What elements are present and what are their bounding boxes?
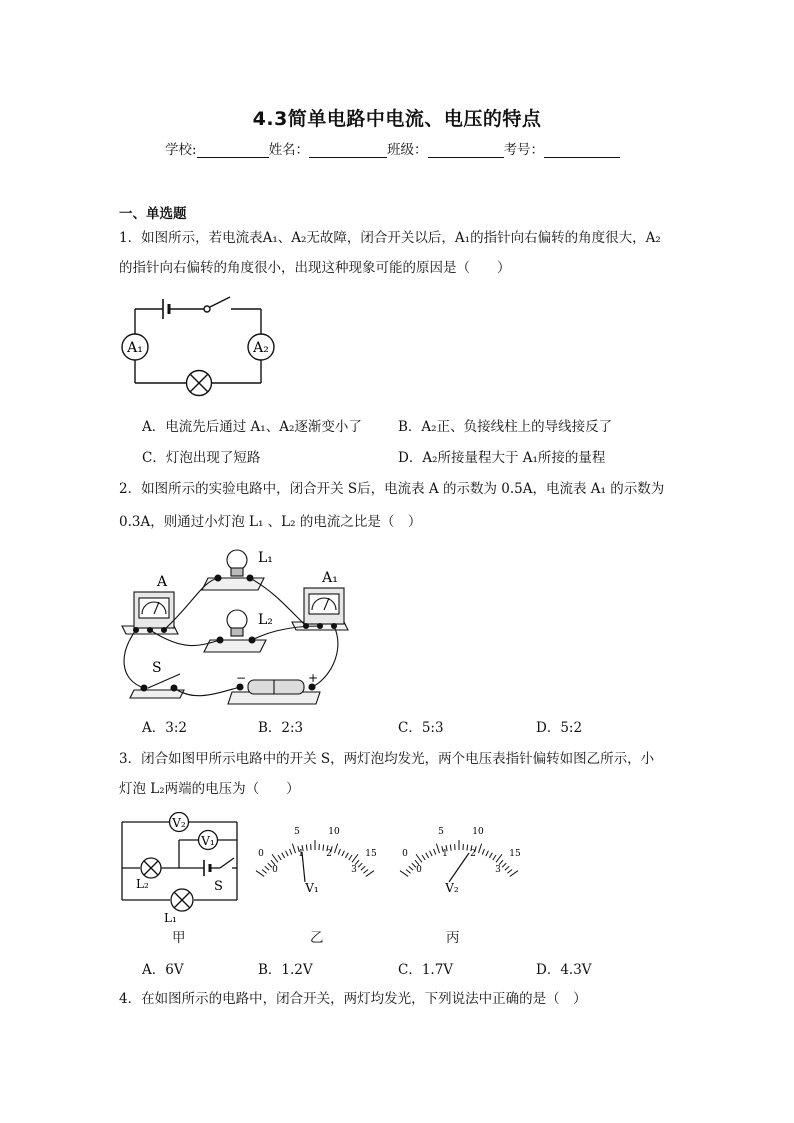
- dial-tick: [306, 845, 307, 851]
- q3-dial-yi-inner-3: 3: [351, 865, 357, 875]
- name-blank[interactable]: [309, 143, 387, 158]
- dial-tick: [467, 845, 468, 851]
- id-label: 考号：: [503, 142, 545, 158]
- q3-dial-yi-outer-0: 0: [258, 849, 264, 859]
- q2-option-d[interactable]: D．5:2: [536, 720, 583, 736]
- q1-fig-a2-label: A₂: [253, 340, 269, 356]
- dial-tick: [496, 854, 502, 862]
- q2-option-c[interactable]: C．5:3: [398, 720, 444, 736]
- dial-tick: [505, 866, 509, 870]
- section-title: 一、单选题: [119, 206, 187, 222]
- q2-fig-s-label: S: [152, 660, 162, 676]
- q2-fig-a-label: A: [156, 574, 168, 590]
- q3-dial-yi-outer-5: 5: [294, 827, 300, 837]
- q3-dial-yi-inner-2: 2: [326, 849, 332, 859]
- dial-tick: [262, 870, 267, 874]
- q1-option-d[interactable]: D．A₂所接量程大于 A₁所接的量程: [398, 450, 606, 466]
- dial-tick: [286, 851, 289, 856]
- q3-dial-bing-inner-3: 3: [495, 865, 501, 875]
- class-blank[interactable]: [428, 143, 504, 158]
- q3-dial-bing-inner-1: 1: [442, 849, 448, 859]
- q3-option-d[interactable]: D．4.3V: [536, 962, 592, 978]
- q2-option-a[interactable]: A．3:2: [142, 720, 187, 736]
- q3-option-b[interactable]: B．1.2V: [258, 962, 313, 978]
- dial-tick: [363, 870, 368, 874]
- q3-circuit-figure: [112, 812, 244, 944]
- dial-tick: [416, 854, 422, 862]
- dial-tick: [493, 855, 496, 860]
- q3-fig-v2-label: V₂: [172, 816, 186, 830]
- q4-line1: 4．在如图所示的电路中，闭合开关，两灯均发光，下列说法中正确的是（ ）: [119, 991, 587, 1007]
- q2-fig-minus-label: −: [236, 671, 247, 685]
- q3-dial-yi-inner-0: 0: [272, 865, 278, 875]
- dial-tick: [342, 851, 345, 856]
- student-info-line: [165, 138, 620, 158]
- q3-option-c[interactable]: C．1.7V: [398, 962, 454, 978]
- dial-tick: [436, 844, 439, 853]
- q3-option-a[interactable]: A．6V: [142, 962, 184, 978]
- dial-tick: [290, 849, 292, 855]
- q3-caption-jia: 甲: [172, 930, 186, 946]
- dial-tick: [489, 853, 492, 858]
- dial-tick: [430, 851, 433, 856]
- q1-line1: 1．如图所示，若电流表A₁、A₂无故障，闭合开关以后，A₁的指针向右偏转的角度很大，A₂: [119, 230, 661, 246]
- dial-tick: [361, 866, 365, 870]
- dial-tick: [426, 853, 429, 858]
- dial-tick: [507, 870, 512, 874]
- name-label: 姓名：: [268, 142, 310, 158]
- q3-caption-yi: 乙: [310, 930, 324, 946]
- dial-tick: [278, 855, 281, 860]
- q1-option-a[interactable]: A．电流先后通过 A₁、A₂逐渐变小了: [142, 419, 362, 435]
- q3-dial-bing: [394, 820, 524, 910]
- dial-tick: [434, 849, 436, 855]
- dial-tick: [358, 863, 362, 867]
- dial-tick: [282, 853, 285, 858]
- q2-option-b[interactable]: B．2:3: [258, 720, 304, 736]
- dial-tick: [486, 851, 489, 856]
- q3-fig-l1-label: L₁: [164, 911, 177, 925]
- q3-fig-v1-label: V₁: [201, 834, 215, 848]
- q2-fig-plus-label: +: [308, 671, 319, 685]
- q3-dial-yi-outer-15: 15: [365, 849, 377, 859]
- dial-tick: [422, 855, 425, 860]
- q3-fig-l2-label: L₂: [136, 877, 149, 891]
- q3-dial-bing-pointer: [449, 853, 469, 882]
- q3-dial-bing-outer-0: 0: [402, 849, 408, 859]
- q3-fig-s-label: S: [214, 879, 223, 894]
- dial-tick: [265, 866, 269, 870]
- dial-tick: [366, 871, 374, 877]
- dial-tick: [272, 854, 278, 862]
- q3-dial-yi-inner-1: 1: [298, 849, 304, 859]
- school-blank[interactable]: [197, 143, 269, 158]
- dial-tick: [450, 845, 451, 851]
- q3-dial-yi-outer-10: 10: [328, 827, 340, 837]
- dial-tick: [502, 863, 506, 867]
- dial-tick: [323, 845, 324, 851]
- q3-dial-yi-v1-label: V₁: [305, 881, 319, 895]
- dial-tick: [335, 844, 338, 853]
- dial-tick: [352, 854, 358, 862]
- q3-line2: 灯泡 L₂两端的电压为（ ）: [119, 781, 300, 797]
- class-label: 班级：: [387, 142, 428, 158]
- id-blank[interactable]: [544, 143, 620, 158]
- q2-line1: 2．如图所示的实验电路中，闭合开关 S后，电流表 A 的示数为 0.5A，电流表 A₁ 的示数为: [119, 481, 665, 497]
- dial-tick: [400, 871, 408, 877]
- dial-tick: [409, 866, 413, 870]
- q2-apparatus-figure: [114, 542, 364, 710]
- q1-option-b[interactable]: B．A₂正、负接线柱上的导线接反了: [398, 419, 613, 435]
- q2-fig-a1-label: A₁: [322, 570, 338, 586]
- dial-tick: [345, 853, 348, 858]
- dial-tick: [406, 870, 411, 874]
- q2-fig-l1-label: L₁: [258, 550, 273, 566]
- q3-dial-bing-inner-2: 2: [470, 849, 476, 859]
- dial-tick: [482, 849, 484, 855]
- q1-fig-a1-label: A₁: [127, 340, 143, 356]
- school-label: 学校:: [165, 142, 197, 158]
- dial-tick: [349, 855, 352, 860]
- q3-line1: 3．闭合如图甲所示电路中的开关 S，两灯泡均发光，两个电压表指针偏转如图乙所示，小: [119, 751, 655, 767]
- dial-tick: [292, 844, 295, 853]
- q3-dial-bing-outer-15: 15: [509, 849, 521, 859]
- q3-dial-bing-outer-10: 10: [472, 827, 484, 837]
- q2-fig-l2-label: L₂: [258, 612, 273, 628]
- q1-circuit-figure: [118, 292, 280, 404]
- dial-tick: [256, 871, 264, 877]
- q3-dial-yi: [250, 820, 380, 910]
- q3-caption-bing: 丙: [446, 930, 460, 946]
- q3-dial-bing-outer-5: 5: [438, 827, 444, 837]
- page-title: 4.3简单电路中电流、电压的特点: [252, 108, 542, 130]
- q3-dial-bing-v2-label: V₂: [445, 881, 459, 895]
- q1-line2: 的指针向右偏转的角度很小，出现这种现象可能的原因是（ ）: [119, 260, 511, 276]
- q1-option-c[interactable]: C．灯泡出现了短路: [142, 450, 261, 466]
- dial-tick: [479, 844, 482, 853]
- q2-line2: 0.3A，则通过小灯泡 L₁ 、L₂ 的电流之比是（ ）: [119, 514, 422, 530]
- dial-tick: [510, 871, 518, 877]
- dial-tick: [338, 849, 340, 855]
- q3-dial-bing-inner-0: 0: [416, 865, 422, 875]
